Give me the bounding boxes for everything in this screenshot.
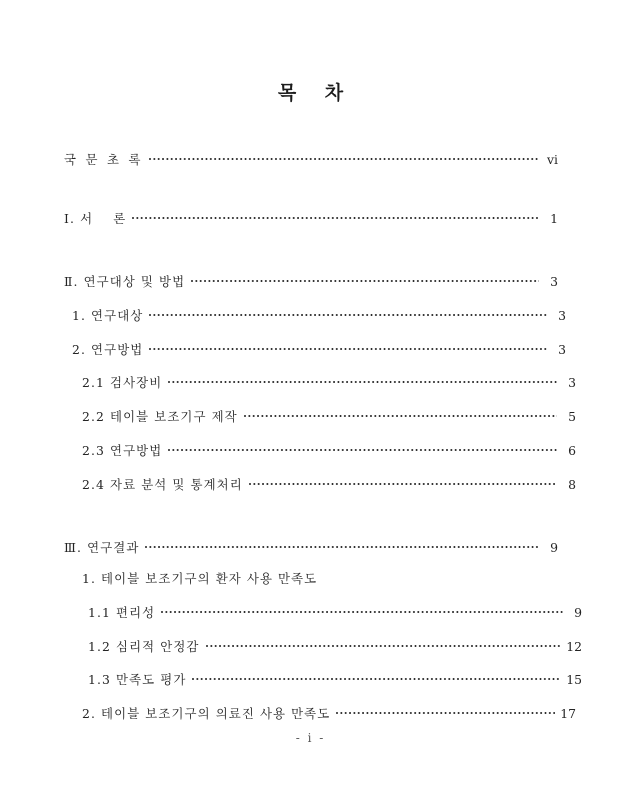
toc-entry-page-number: 9 xyxy=(550,539,558,555)
toc-entry[interactable] xyxy=(64,604,582,619)
toc-leader-dots xyxy=(149,152,539,164)
toc-leader-dots xyxy=(161,604,563,616)
toc-entry-page-number: 3 xyxy=(550,273,558,289)
toc-entry-page-number: 9 xyxy=(574,604,582,620)
toc-entry-page-number: 3 xyxy=(568,375,576,391)
toc-entry-label: 2.3 연구방법 xyxy=(82,442,163,458)
toc-entry-page-number: 3 xyxy=(558,341,566,357)
toc-entry[interactable] xyxy=(64,672,582,687)
toc-entry-page-number: 5 xyxy=(568,409,576,425)
toc-leader-dots xyxy=(149,307,547,319)
toc-entry[interactable] xyxy=(64,570,576,586)
toc-entry-page-number: 1 xyxy=(550,211,558,227)
toc-leader-dots xyxy=(192,672,561,684)
toc-entry-page-number: vi xyxy=(547,152,558,168)
toc-entry-list xyxy=(64,152,582,740)
toc-entry-label: 1.3 만족도 평가 xyxy=(88,672,187,688)
toc-entry-label: 국 문 초 록 xyxy=(64,152,144,168)
page-title: 목 차 xyxy=(277,82,355,104)
toc-entry-label: 2.1 검사장비 xyxy=(82,375,163,391)
toc-entry-page-number: 15 xyxy=(566,672,582,688)
toc-entry[interactable] xyxy=(64,539,558,554)
toc-entry[interactable] xyxy=(64,443,576,458)
toc-entry-label: 1.1 편리성 xyxy=(88,604,156,620)
toc-entry[interactable] xyxy=(64,638,582,653)
toc-entry[interactable] xyxy=(64,274,558,289)
toc-entry[interactable] xyxy=(64,307,566,322)
toc-entry-label: 2.4 자료 분석 및 통계처리 xyxy=(82,476,243,492)
toc-entry-page-number: 6 xyxy=(568,442,576,458)
toc-entry-page-number: 12 xyxy=(566,638,582,654)
toc-entry[interactable] xyxy=(64,152,558,167)
toc-entry-page-number: 3 xyxy=(558,307,566,323)
toc-entry[interactable] xyxy=(64,409,576,424)
toc-leader-dots xyxy=(145,539,539,551)
toc-entry-label: Ⅱ. 연구대상 및 방법 xyxy=(64,273,186,289)
toc-leader-dots xyxy=(206,638,562,650)
toc-entry-label: 2. 연구방법 xyxy=(72,341,144,357)
toc-leader-dots xyxy=(249,476,557,488)
toc-entry[interactable] xyxy=(64,341,566,356)
toc-leader-dots xyxy=(244,409,557,421)
toc-leader-dots xyxy=(168,375,557,387)
toc-entry-label: Ⅲ. 연구결과 xyxy=(64,539,140,555)
toc-entry-label: 1.2 심리적 안정감 xyxy=(88,638,200,654)
toc-entry[interactable] xyxy=(64,476,576,491)
toc-entry-page-number: 17 xyxy=(560,706,576,722)
toc-leader-dots xyxy=(168,443,557,455)
toc-leader-dots xyxy=(336,706,555,718)
toc-entry[interactable] xyxy=(64,211,558,226)
toc-leader-dots xyxy=(191,274,539,286)
toc-entry-label: 1. 테이블 보조기구의 환자 사용 만족도 xyxy=(82,570,318,586)
toc-leader-dots xyxy=(132,211,539,223)
toc-entry-label: 2. 테이블 보조기구의 의료진 사용 만족도 xyxy=(82,706,331,722)
toc-entry-label: Ⅰ. 서 론 xyxy=(64,211,127,227)
toc-entry[interactable] xyxy=(64,706,576,721)
toc-entry-label: 1. 연구대상 xyxy=(72,307,144,323)
toc-entry-page-number: 8 xyxy=(568,476,576,492)
page-footer: - i - xyxy=(295,731,326,745)
toc-leader-dots xyxy=(149,341,547,353)
toc-entry-label: 2.2 테이블 보조기구 제작 xyxy=(82,409,238,425)
toc-entry[interactable] xyxy=(64,375,576,390)
